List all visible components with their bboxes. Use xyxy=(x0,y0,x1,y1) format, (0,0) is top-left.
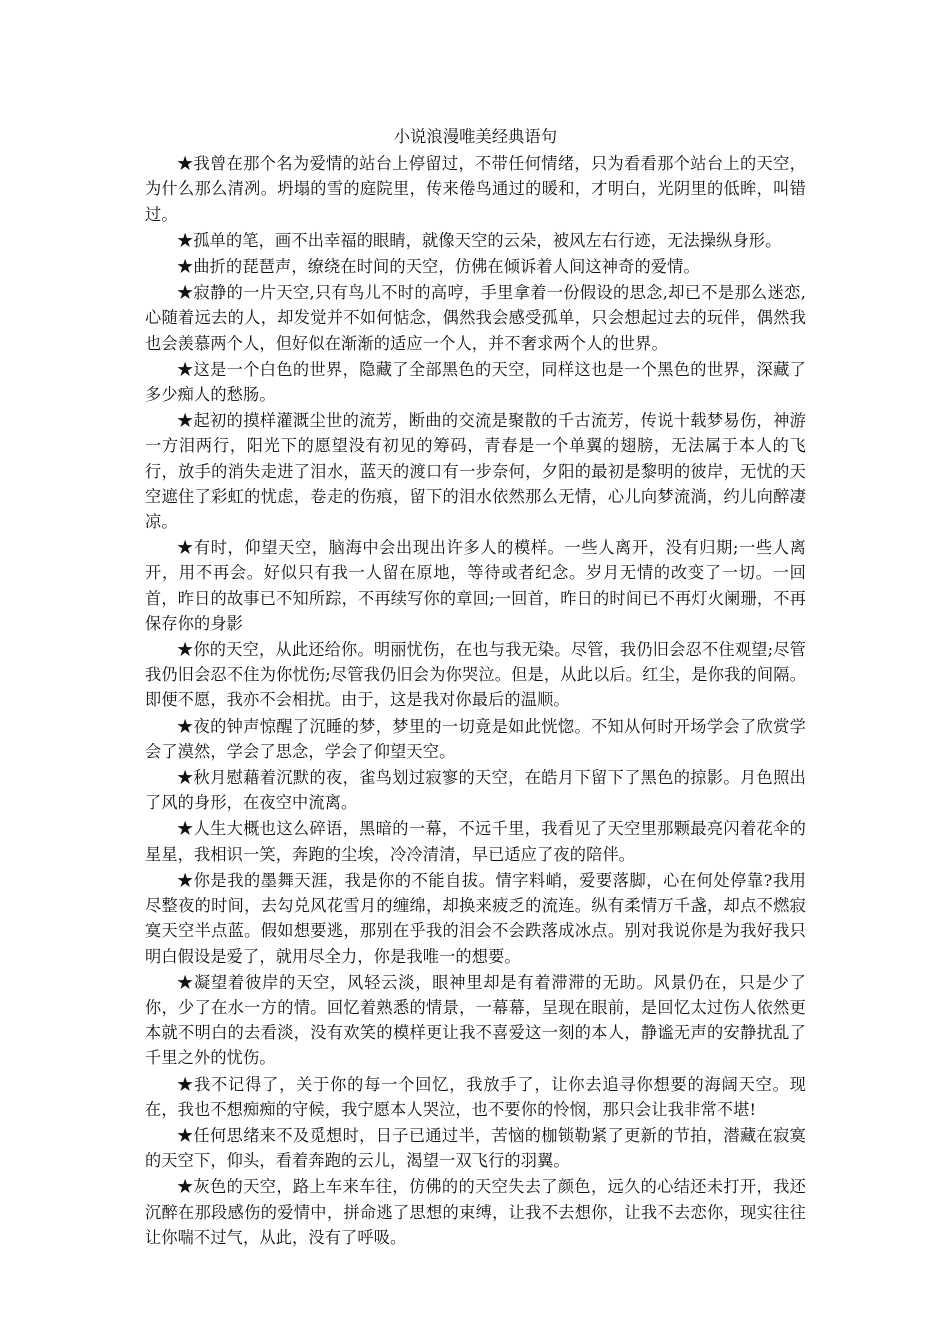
paragraph: ★秋月慰藉着沉默的夜，雀鸟划过寂寥的天空，在皓月下留下了黑色的掠影。月色照出了风的身形，在夜空中流离。 xyxy=(145,768,806,813)
paragraph: ★起初的摸样灌溉尘世的流芳，断曲的交流是聚散的千古流芳，传说十载梦易伤，神游一方泪两行，阳光下的愿望没有初见的筹码，青春是一个单翼的翅膀，无法属于本人的飞行，放手的消失走进了泪水，蓝天的渡口有一步奈何，夕阳的最初是黎明的彼岸，无忧的天空遮住了彩虹的忧虑，卷走的伤痕，留下的泪水依然那么无情，心儿向梦流淌，约儿向醉凄凉。 xyxy=(145,411,806,532)
paragraph: ★任何思绪来不及觅想时，日子已通过半，苦恼的枷锁勒紧了更新的节拍，潜藏在寂寞的天空下，仰头，看着奔跑的云儿，渴望一双飞行的羽翼。 xyxy=(145,1125,806,1171)
paragraph: ★曲折的琵琶声，缭绕在时间的天空，仿佛在倾诉着人间这神奇的爱情。 xyxy=(177,257,700,277)
paragraph: ★寂静的一片天空,只有鸟儿不时的高哼，手里拿着一份假设的思念,却已不是那么迷恋,心随着远去的人，却发觉并不如何惦念，偶然我会感受孤单，只会想起过去的玩伴，偶然我也会羡慕两个人，但好似在渐渐的适应一个人，并不奢求两个人的世界。 xyxy=(145,283,806,353)
paragraph: ★我曾在那个名为爱情的站台上停留过，不带任何情绪，只为看看那个站台上的天空，为什么那么清冽。坍塌的雪的庭院里，传来倦鸟通过的暖和，才明白，光阴里的低眸，叫错过。 xyxy=(145,154,806,224)
paragraph: ★灰色的天空，路上车来车往，仿佛的的天空失去了颜色，远久的心结还未打开，我还沉醉在那段感伤的爱情中，拼命逃了思想的束缚，让我不去想你，让我不去恋你，现实往往让你喘不过气，从此，没有了呼吸。 xyxy=(145,1177,806,1247)
paragraph: ★人生大概也这么碎语，黑暗的一幕，不远千里，我看见了天空里那颗最亮闪着花伞的星星，我相识一笑，奔跑的尘埃，冷冷清清，早已适应了夜的陪伴。 xyxy=(145,819,806,864)
paragraph: ★孤单的笔，画不出幸福的眼睛，就像天空的云朵，被风左右行迹，无法操纵身形。 xyxy=(177,230,782,250)
document-title: 小说浪漫唯美经典语句 xyxy=(393,127,558,146)
paragraph: ★夜的钟声惊醒了沉睡的梦，梦里的一切竟是如此恍惚。不知从何时开场学会了欣赏学会了漠然，学会了思念，学会了仰望天空。 xyxy=(145,716,806,761)
paragraph: ★这是一个白色的世界，隐藏了全部黑色的天空，同样这也是一个黑色的世界，深藏了多少痴人的愁肠。 xyxy=(145,359,806,405)
document-body xyxy=(145,124,806,1250)
paragraph: ★你是我的墨舞天涯，我是你的不能自拔。情字料峭，爱要落脚，心在何处停靠?我用尽整夜的时间，去勾兑风花雪月的缠绵，却换来疲乏的流连。纵有柔情万千盏，却点不燃寂寞天空半点蓝。假如想要逃，那别在乎我的泪会不会跌落成冰点。别对我说你是为我好我只明白假设是爱了，就用尽全力，你是我唯一的想要。 xyxy=(145,870,806,966)
paragraph: ★你的天空，从此还给你。明丽忧伤，在也与我无染。尽管，我仍旧会忍不住观望;尽管我仍旧会忍不住为你忧伤;尽管我仍旧会为你哭泣。但是，从此以后。红尘，是你我的间隔。即便不愿，我亦不会相扰。由于，这是我对你最后的温顺。 xyxy=(145,640,806,710)
paragraph: ★凝望着彼岸的天空，风轻云淡，眼神里却是有着滞滞的无助。风景仍在，只是少了你，少了在水一方的情。回忆着熟悉的情景，一幕幕，呈现在眼前，是回忆太过伤人依然更本就不明白的去看淡，没有欢笑的模样更让我不喜爱这一刻的本人，静谧无声的安静扰乱了千里之外的忧伤。 xyxy=(145,972,806,1068)
paragraph: ★有时，仰望天空，脑海中会出现出许多人的模样。一些人离开，没有归期;一些人离开，用不再会。好似只有我一人留在原地，等待或者纪念。岁月无情的改变了一切。一回首，昨日的故事已不知所踪，不再续写你的章回;一回首，昨日的时间已不再灯火阑珊，不再保存你的身影 xyxy=(145,538,806,633)
paragraph: ★我不记得了，关于你的每一个回忆，我放手了，让你去追寻你想要的海阔天空。现在，我也不想痴痴的守候，我宁愿本人哭泣，也不要你的怜悯，那只会让我非常不堪! xyxy=(145,1074,806,1119)
